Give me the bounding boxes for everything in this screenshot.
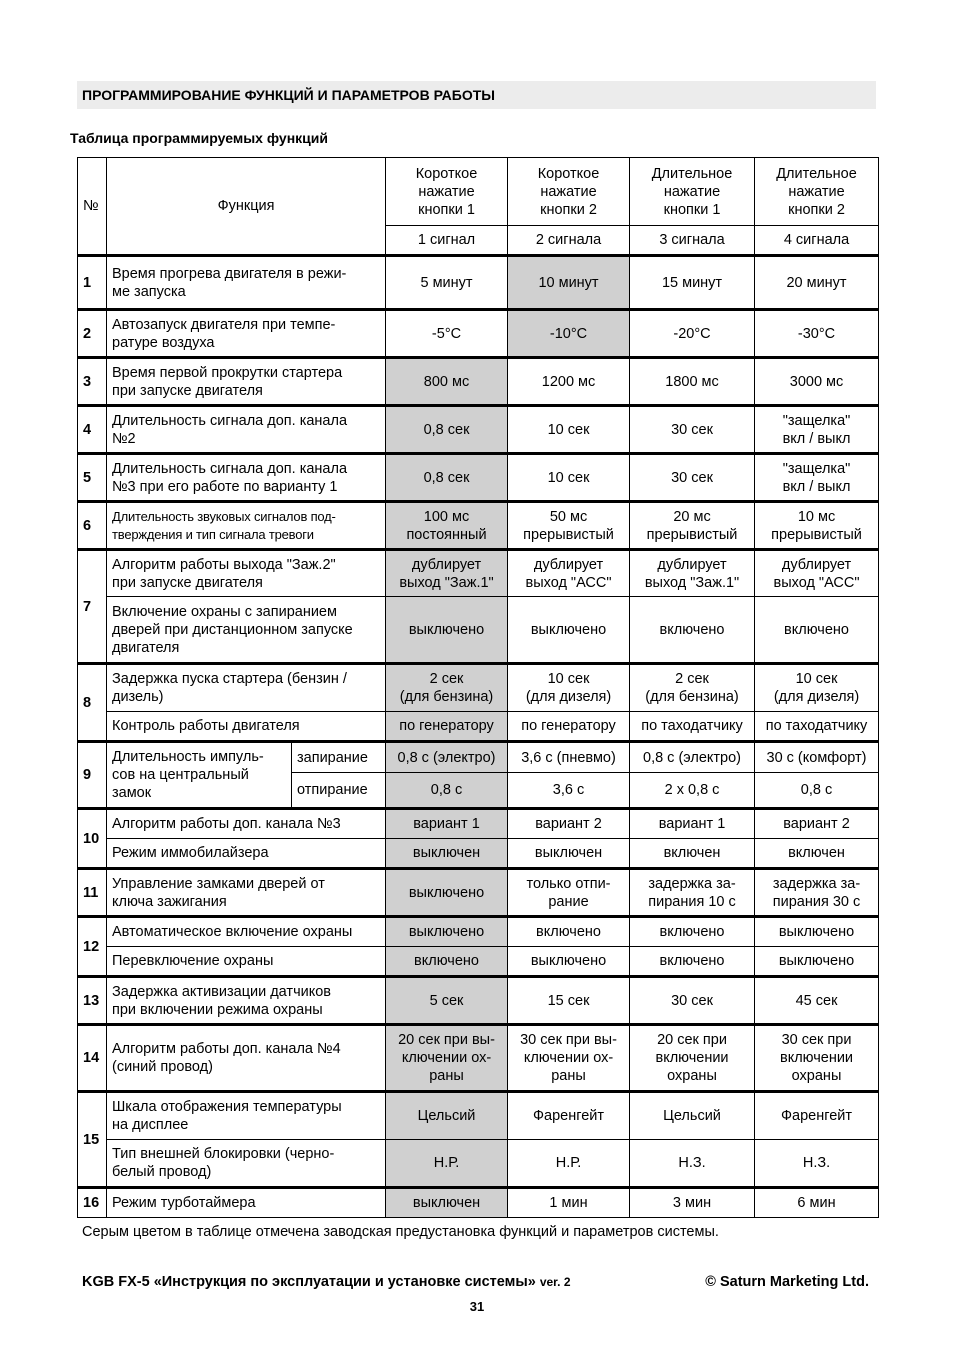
value-cell: 30 сек при включении охраны [755, 1025, 879, 1092]
table-row [78, 809, 879, 839]
header-row [78, 158, 879, 226]
value-cell: 5 сек [386, 977, 508, 1025]
value-cell: по генератору [508, 712, 630, 742]
value-cell: задержка за- пирания 30 с [755, 869, 879, 917]
value-cell: включено [755, 597, 879, 664]
row-number: 2 [78, 310, 107, 358]
value-cell: Н.Р. [508, 1140, 630, 1188]
header-col-3: Длительное нажатие кнопки 1 [630, 158, 755, 226]
function-name: Алгоритм работы выхода "Заж.2" при запуске двигателя [107, 550, 386, 597]
function-name: Режим турботаймера [107, 1188, 386, 1218]
function-name: Алгоритм работы доп. канала №4 (синий провод) [107, 1025, 386, 1092]
value-cell: включен [630, 839, 755, 869]
value-cell: выключено [508, 597, 630, 664]
footnote: Серым цветом в таблице отмечена заводская предустановка функций и параметров системы. [82, 1224, 719, 1240]
value-cell: Фаренгейт [508, 1092, 630, 1140]
functions-table [77, 157, 879, 1218]
value-cell: выключено [755, 947, 879, 977]
function-name: Тип внешней блокировки (черно- белый провод) [107, 1140, 386, 1188]
row-number: 13 [78, 977, 107, 1025]
row-number: 11 [78, 869, 107, 917]
signal-col-2: 2 сигнала [508, 226, 630, 256]
table-row [78, 1188, 879, 1218]
value-cell: Н.Р. [386, 1140, 508, 1188]
table-row [78, 502, 879, 550]
value-cell: 0,8 сек [386, 406, 508, 454]
value-cell: 30 сек [630, 454, 755, 502]
value-cell: выключен [386, 1188, 508, 1218]
row-number: 8 [78, 664, 107, 742]
value-cell: включен [755, 839, 879, 869]
value-cell: 10 сек [508, 406, 630, 454]
footer-copyright: © Saturn Marketing Ltd. [705, 1274, 869, 1290]
value-cell: 1200 мс [508, 358, 630, 406]
function-name: Длительность сигнала доп. канала №2 [107, 406, 386, 454]
section-title: ПРОГРАММИРОВАНИЕ ФУНКЦИЙ И ПАРАМЕТРОВ РАБОТЫ [77, 81, 876, 109]
value-cell: 2 х 0,8 с [630, 773, 755, 809]
value-cell: включено [508, 917, 630, 947]
function-name: Длительность звуковых сигналов под- тверждения и тип сигнала тревоги [107, 502, 386, 550]
row-number: 5 [78, 454, 107, 502]
value-cell: -30°C [755, 310, 879, 358]
row-number: 14 [78, 1025, 107, 1092]
header-col-2: Короткое нажатие кнопки 2 [508, 158, 630, 226]
value-cell: включено [630, 947, 755, 977]
value-cell: выключен [508, 839, 630, 869]
value-cell: 0,8 с [755, 773, 879, 809]
value-cell: Н.З. [755, 1140, 879, 1188]
value-cell: Цельсий [386, 1092, 508, 1140]
table-row [78, 454, 879, 502]
value-cell: выключен [386, 839, 508, 869]
table-row [78, 977, 879, 1025]
value-cell: только отпи- рание [508, 869, 630, 917]
row-number: 4 [78, 406, 107, 454]
value-cell: дублирует выход "Заж.1" [630, 550, 755, 597]
function-name: Режим иммобилайзера [107, 839, 386, 869]
header-col-1: Короткое нажатие кнопки 1 [386, 158, 508, 226]
value-cell: дублирует выход "АСС" [508, 550, 630, 597]
value-cell: включено [630, 597, 755, 664]
value-cell: 30 сек [630, 977, 755, 1025]
row-number: 1 [78, 256, 107, 310]
table-row [78, 917, 879, 947]
value-cell: вариант 1 [386, 809, 508, 839]
value-cell: включено [386, 947, 508, 977]
value-cell: Фаренгейт [755, 1092, 879, 1140]
value-cell: 0,8 с [386, 773, 508, 809]
table-row [78, 1140, 879, 1188]
value-cell: задержка за- пирания 10 с [630, 869, 755, 917]
value-cell: 30 сек [630, 406, 755, 454]
value-cell: выключено [755, 917, 879, 947]
page-number: 31 [469, 1299, 485, 1314]
footer-version: ver. 2 [539, 1275, 571, 1289]
value-cell: 10 минут [508, 256, 630, 310]
value-cell: 1 мин [508, 1188, 630, 1218]
value-cell: включено [630, 917, 755, 947]
value-cell: 800 мс [386, 358, 508, 406]
table-row [78, 664, 879, 712]
table-row [78, 358, 879, 406]
function-name: Время прогрева двигателя в режи- ме запуска [107, 256, 386, 310]
function-name: Задержка активизации датчиков при включении режима охраны [107, 977, 386, 1025]
row-number: 9 [78, 742, 107, 809]
value-cell: Н.З. [630, 1140, 755, 1188]
table-row [78, 712, 879, 742]
table-row [78, 742, 879, 773]
value-cell: 100 мс постоянный [386, 502, 508, 550]
value-cell: 3,6 с [508, 773, 630, 809]
function-name: Перевключение охраны [107, 947, 386, 977]
value-cell: 0,8 с (электро) [386, 742, 508, 773]
value-cell: 10 сек [508, 454, 630, 502]
signal-col-3: 3 сигнала [630, 226, 755, 256]
function-name: Контроль работы двигателя [107, 712, 386, 742]
value-cell: по таходатчику [630, 712, 755, 742]
value-cell: 3 мин [630, 1188, 755, 1218]
value-cell: 2 сек (для бензина) [386, 664, 508, 712]
value-cell: 10 мс прерывистый [755, 502, 879, 550]
value-cell: по таходатчику [755, 712, 879, 742]
value-cell: 20 минут [755, 256, 879, 310]
value-cell: "защелка" вкл / выкл [755, 454, 879, 502]
header-col-4: Длительное нажатие кнопки 2 [755, 158, 879, 226]
function-name: Длительность импуль- сов на центральный замок [107, 742, 292, 809]
table-row [78, 1092, 879, 1140]
value-cell: вариант 2 [508, 809, 630, 839]
table-row [78, 550, 879, 597]
header-num: № [78, 158, 107, 256]
table-row [78, 869, 879, 917]
footer-title: KGB FX-5 «Инструкция по эксплуатации и установке системы» ver. 2 [82, 1274, 571, 1290]
row-number: 10 [78, 809, 107, 869]
value-cell: выключено [386, 869, 508, 917]
value-cell: вариант 1 [630, 809, 755, 839]
sub-function-label: запирание [292, 742, 386, 773]
row-number: 7 [78, 550, 107, 664]
signal-col-4: 4 сигнала [755, 226, 879, 256]
value-cell: 20 сек при вы- ключении ох- раны [386, 1025, 508, 1092]
table-row [78, 256, 879, 310]
table-row [78, 839, 879, 869]
value-cell: 6 мин [755, 1188, 879, 1218]
row-number: 15 [78, 1092, 107, 1188]
table-row [78, 406, 879, 454]
table-row [78, 947, 879, 977]
value-cell: 50 мс прерывистый [508, 502, 630, 550]
row-number: 16 [78, 1188, 107, 1218]
value-cell: 45 сек [755, 977, 879, 1025]
value-cell: выключено [508, 947, 630, 977]
value-cell: "защелка" вкл / выкл [755, 406, 879, 454]
value-cell: по генератору [386, 712, 508, 742]
value-cell: -10°C [508, 310, 630, 358]
value-cell: 3000 мс [755, 358, 879, 406]
function-name: Автозапуск двигателя при темпе- ратуре воздуха [107, 310, 386, 358]
value-cell: 0,8 сек [386, 454, 508, 502]
value-cell: Цельсий [630, 1092, 755, 1140]
signal-col-1: 1 сигнал [386, 226, 508, 256]
table-row [78, 597, 879, 664]
value-cell: 10 сек (для дизеля) [508, 664, 630, 712]
function-name: Управление замками дверей от ключа зажигания [107, 869, 386, 917]
table-row [78, 310, 879, 358]
value-cell: выключено [386, 917, 508, 947]
function-name: Время первой прокрутки стартера при запуске двигателя [107, 358, 386, 406]
row-number: 6 [78, 502, 107, 550]
table-row [78, 1025, 879, 1092]
function-name: Задержка пуска стартера (бензин / дизель) [107, 664, 386, 712]
value-cell: 10 сек (для дизеля) [755, 664, 879, 712]
value-cell: 20 мс прерывистый [630, 502, 755, 550]
function-name: Шкала отображения температуры на дисплее [107, 1092, 386, 1140]
value-cell: 30 сек при вы- ключении ох- раны [508, 1025, 630, 1092]
value-cell: 30 с (комфорт) [755, 742, 879, 773]
value-cell: дублирует выход "Заж.1" [386, 550, 508, 597]
function-name: Длительность сигнала доп. канала №3 при его работе по варианту 1 [107, 454, 386, 502]
value-cell: -20°C [630, 310, 755, 358]
row-number: 3 [78, 358, 107, 406]
value-cell: 2 сек (для бензина) [630, 664, 755, 712]
value-cell: -5°C [386, 310, 508, 358]
function-name: Алгоритм работы доп. канала №3 [107, 809, 386, 839]
value-cell: 15 минут [630, 256, 755, 310]
row-number: 12 [78, 917, 107, 977]
value-cell: дублирует выход "АСС" [755, 550, 879, 597]
value-cell: 1800 мс [630, 358, 755, 406]
value-cell: 0,8 с (электро) [630, 742, 755, 773]
value-cell: 3,6 с (пневмо) [508, 742, 630, 773]
table-title: Таблица программируемых функций [70, 130, 328, 146]
sub-function-label: отпирание [292, 773, 386, 809]
value-cell: выключено [386, 597, 508, 664]
function-name: Автоматическое включение охраны [107, 917, 386, 947]
value-cell: 15 сек [508, 977, 630, 1025]
value-cell: 5 минут [386, 256, 508, 310]
header-function: Функция [107, 158, 386, 256]
value-cell: 20 сек при включении охраны [630, 1025, 755, 1092]
function-name: Включение охраны с запиранием дверей при дистанционном запуске двигателя [107, 597, 386, 664]
value-cell: вариант 2 [755, 809, 879, 839]
